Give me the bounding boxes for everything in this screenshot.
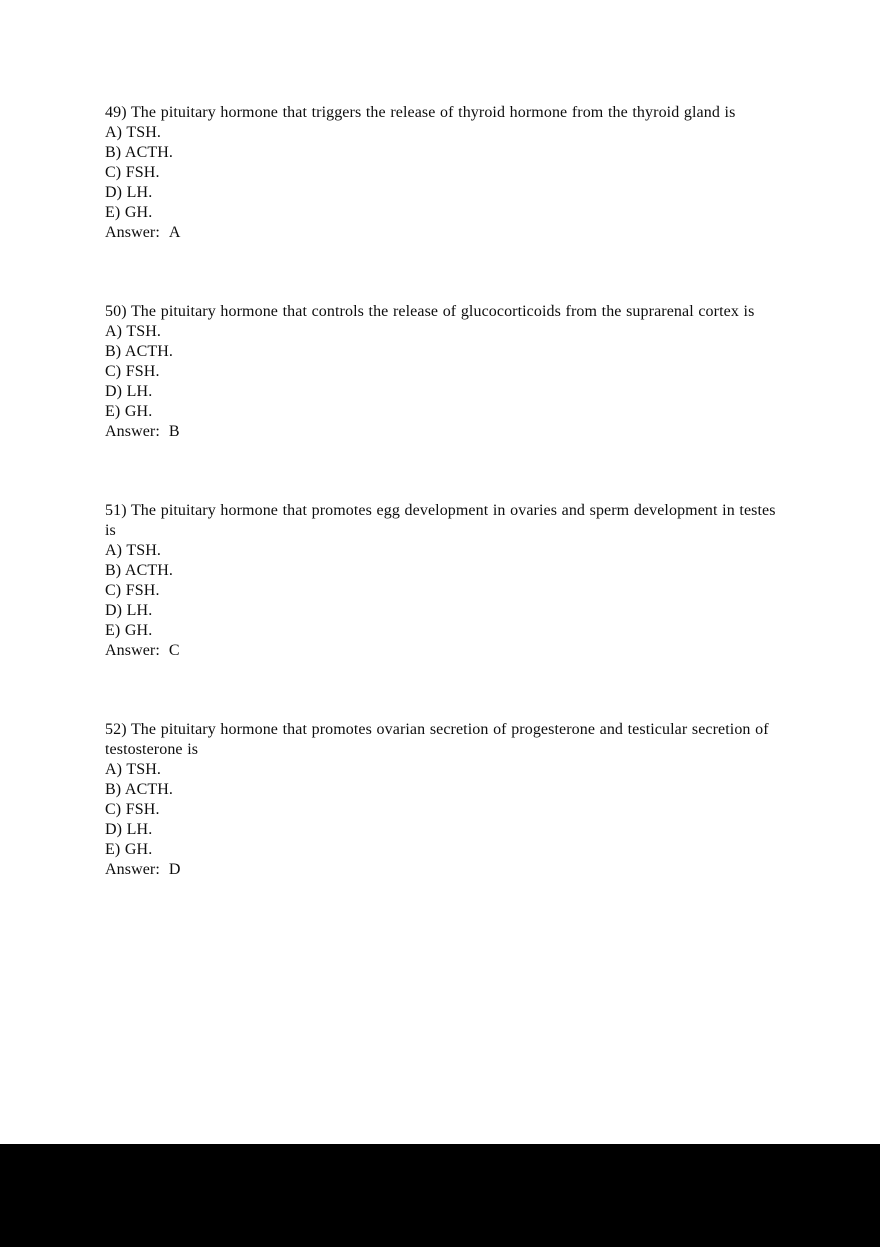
question-block-49 — [105, 103, 777, 243]
answer-label: Answer: — [105, 861, 160, 878]
option-c: C) FSH. — [105, 801, 160, 818]
question-text: 49) The pituitary hormone that triggers the release of thyroid hormone from the thyroid gland is — [105, 104, 736, 121]
option-d: D) LH. — [105, 821, 153, 838]
option-c: C) FSH. — [105, 363, 160, 380]
answer-label: Answer: — [105, 642, 160, 659]
question-block-52 — [105, 720, 777, 880]
answer-line — [105, 223, 777, 243]
option-d: D) LH. — [105, 602, 153, 619]
option-d: D) LH. — [105, 383, 153, 400]
option-e: E) GH. — [105, 841, 153, 858]
option-e: E) GH. — [105, 622, 153, 639]
answer-line — [105, 422, 777, 442]
option-b: B) ACTH. — [105, 343, 173, 360]
option-b: B) ACTH. — [105, 781, 173, 798]
question-block-51 — [105, 501, 777, 661]
option-a: A) TSH. — [105, 542, 162, 559]
question-block-50 — [105, 302, 777, 442]
answer-value: A — [168, 224, 181, 241]
answer-label: Answer: — [105, 224, 160, 241]
option-c: C) FSH. — [105, 164, 160, 181]
answer-value: B — [168, 423, 180, 440]
answer-value: D — [168, 861, 181, 878]
option-e: E) GH. — [105, 403, 153, 420]
option-b: B) ACTH. — [105, 144, 173, 161]
option-a: A) TSH. — [105, 761, 162, 778]
answer-line — [105, 641, 777, 661]
question-text: 52) The pituitary hormone that promotes ovarian secretion of progesterone and testicular secretion of testosterone is — [105, 721, 769, 758]
question-text: 50) The pituitary hormone that controls the release of glucocorticoids from the suprarenal cortex is — [105, 303, 755, 320]
question-text: 51) The pituitary hormone that promotes egg development in ovaries and sperm development in testes is — [105, 502, 776, 539]
question-list — [105, 103, 777, 880]
option-a: A) TSH. — [105, 323, 162, 340]
bottom-black-bar — [0, 1144, 880, 1247]
option-d: D) LH. — [105, 184, 153, 201]
answer-value: C — [168, 642, 180, 659]
answer-label: Answer: — [105, 423, 160, 440]
option-b: B) ACTH. — [105, 562, 173, 579]
answer-line — [105, 860, 777, 880]
option-e: E) GH. — [105, 204, 153, 221]
option-a: A) TSH. — [105, 124, 162, 141]
option-c: C) FSH. — [105, 582, 160, 599]
